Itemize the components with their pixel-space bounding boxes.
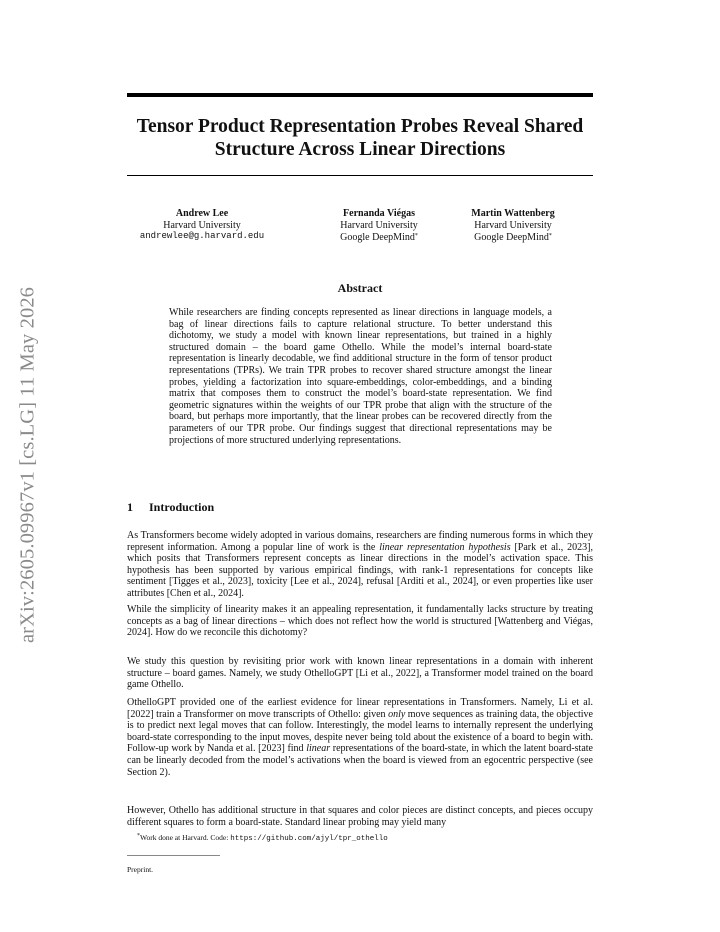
- author-3: [453, 208, 573, 244]
- paragraph-2: While the simplicity of linearity makes it an appealing representation, it fundamentally lacks structure by treating concepts as a bag of linear directions – which does not reflect how the world is structured [Wattenberg and Viégas, 2024]. How do we reconcile this dichotomy?: [127, 604, 593, 639]
- emphasis: linear: [306, 743, 331, 755]
- author-name: Fernanda Viégas: [343, 208, 415, 219]
- arxiv-stamp: [8, 255, 48, 675]
- code-link[interactable]: https://github.com/ajyl/tpr_othello: [230, 835, 388, 843]
- author-2: [319, 208, 439, 244]
- footnote: *Work done at Harvard. Code: https://github.com/ajyl/tpr_othello: [137, 833, 388, 843]
- author-affiliation: Harvard University: [340, 219, 418, 231]
- title-top-rule: [127, 93, 593, 97]
- author-email[interactable]: andrewlee@g.harvard.edu: [139, 231, 265, 241]
- section-number: 1: [127, 500, 133, 514]
- author-affiliation-2: Google DeepMind*: [474, 232, 552, 243]
- footnote-rule: [127, 855, 220, 856]
- author-affiliation: Harvard University: [474, 219, 552, 231]
- author-affiliation: Harvard University: [163, 219, 241, 231]
- footnote-marker: *: [548, 233, 552, 239]
- arxiv-stamp-text: arXiv:2605.09967v1 [cs.LG] 11 May 2026: [16, 286, 39, 644]
- abstract-heading: Abstract: [337, 281, 383, 295]
- emphasis: only: [388, 708, 406, 720]
- author-block: [127, 208, 593, 248]
- footnote-marker: *: [414, 233, 418, 239]
- footnote-marker: *: [137, 833, 140, 839]
- author-name: Andrew Lee: [175, 208, 229, 219]
- preprint-label: Preprint.: [127, 865, 154, 874]
- paragraph-1: As Transformers become widely adopted in various domains, researchers are finding numerous forms in which they represent information. Among a popular line of work is the linear representation hypothesis [Park et al., 2023], which posits that Transformers represent concepts as linear directions in the model’s activation space. This hypothesis has been supported by various empirical findings, with rank-1 representations for concepts like sentiment [Tigges et al., 2023], toxicity [Lee et al., 2024], refusal [Arditi et al., 2024], or even properties like user attributes [Chen et al., 2024].: [127, 530, 593, 599]
- author-name: Martin Wattenberg: [471, 208, 555, 219]
- author-1: [127, 208, 277, 243]
- emphasis: linear representation hypothesis: [379, 541, 511, 553]
- paragraph-3: We study this question by revisiting prior work with known linear representations in a domain with inherent structure – board games. Namely, we study OthelloGPT [Li et al., 2022], a Transformer model trained on the board game Othello.: [127, 656, 593, 691]
- paragraph-4: OthelloGPT provided one of the earliest evidence for linear representations in Transformers. Namely, Li et al. [2022] train a Transformer on move transcripts of Othello: given only move sequences as training data, the objective is to predict next legal moves that can follow. Interestingly, the model learns to internally represent the underlying board-state corresponding to the input moves, despite never being told about the existence of a board to begin with. Follow-up work by Nanda et al. [2023] find linear representations of the board-state, in which the latent board-state can be linearly decoded from the model’s activations when the board is viewed from an egocentric perspective (see Section 2).: [127, 697, 593, 778]
- paper-title: Tensor Product Representation Probes Reveal Shared Structure Across Linear Directions: [136, 116, 584, 160]
- paragraph-5: However, Othello has additional structure in that squares and color pieces are distinct concepts, and pieces occupy different squares to form a board-state. Standard linear probing may yield many: [127, 805, 593, 828]
- section-heading: [127, 500, 214, 515]
- abstract-text: While researchers are finding concepts represented as linear directions in language models, a bag of linear directions fails to capture relational structure. To better understand this dichotomy, we study a model with known linear representations, but trained in a highly structured domain – the board game Othello. While the model’s internal board-state representation is linearly decodable, we find additional structure in the form of tensor product representations (TPRs). We train TPR probes to recover shared structure amongst the linear probes, yielding a factorization into square-embeddings, color-embeddings, and a binding matrix that composes them to construct the model’s board-state representation. We find geometric signatures within the weights of our TPR probe that align with the structure of the board, but perhaps more importantly, that the linear probes can be recovered directly from the parameters of our TPR probe. Our findings suggest that directional representations may be projections of more structured underlying representations.: [169, 307, 552, 446]
- section-title: Introduction: [149, 500, 215, 514]
- author-affiliation-2: Google DeepMind*: [340, 232, 418, 243]
- title-bottom-rule: [127, 175, 593, 176]
